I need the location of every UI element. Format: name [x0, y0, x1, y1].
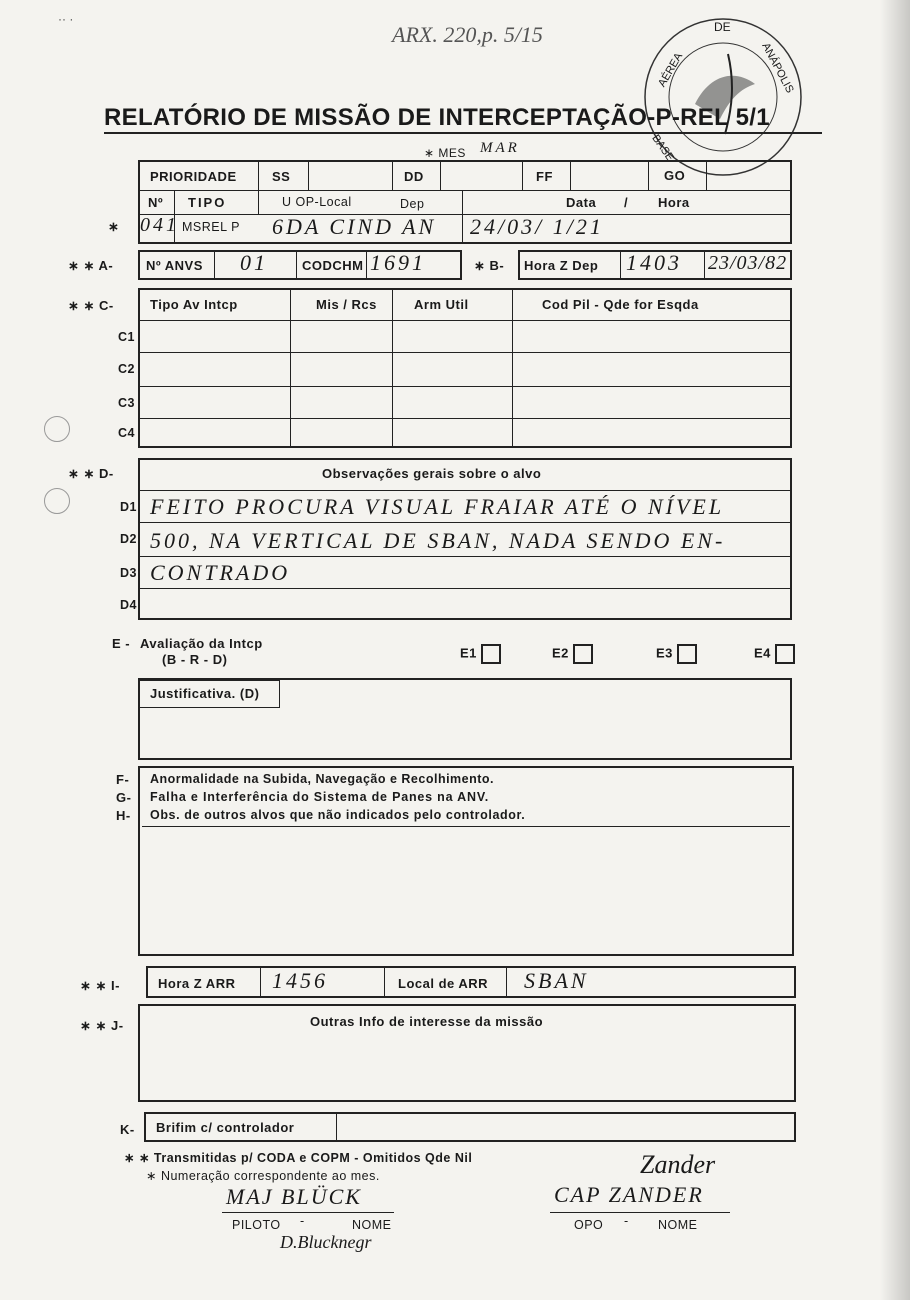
row-label-d4: D4 — [120, 598, 137, 612]
opo-name-handwritten: CAP ZANDER — [554, 1182, 704, 1207]
section-f-marker: F- — [116, 772, 130, 787]
c-header-arm: Arm Util — [414, 297, 469, 312]
header-vline — [648, 160, 649, 190]
opo-signature-line — [550, 1212, 730, 1213]
header-row-divider-2 — [138, 214, 792, 215]
punch-hole-mark — [44, 416, 70, 442]
title-underline — [104, 132, 822, 134]
section-i-marker: ∗ ∗ I- — [80, 978, 120, 993]
header-vline — [570, 160, 571, 190]
tipo-label: TIPO — [188, 195, 227, 210]
header-vline — [258, 160, 259, 214]
section-i-vline — [384, 966, 385, 998]
section-b-vline — [704, 250, 705, 280]
header-vline — [440, 160, 441, 190]
row-label-c1: C1 — [118, 330, 135, 344]
e3-option[interactable] — [656, 644, 697, 664]
section-e-marker: E - — [112, 636, 131, 651]
c-header-tipo: Tipo Av Intcp — [150, 297, 238, 312]
footnote-1: ∗ ∗ Transmitidas p/ CODA e COPM - Omitidos Qde Nil — [124, 1151, 473, 1165]
mission-number-value: 041 — [140, 214, 179, 236]
section-d-hline — [138, 522, 792, 523]
dep-label: Dep — [400, 197, 425, 211]
e4-checkbox[interactable] — [775, 644, 795, 664]
header-vline — [462, 190, 463, 244]
hora-label: Hora — [658, 195, 690, 210]
section-c-hline — [138, 320, 792, 321]
section-k-vline — [336, 1112, 337, 1142]
data-label: Data — [566, 195, 597, 210]
section-d-hline — [138, 588, 792, 589]
ff-label: FF — [536, 169, 553, 184]
local-arr-value: SBAN — [524, 968, 589, 993]
stamp-text-top: DE — [714, 20, 731, 34]
dd-label: DD — [404, 169, 424, 184]
piloto-signature-line — [222, 1212, 394, 1213]
nanvs-label: Nº ANVS — [146, 258, 203, 273]
hora-z-dep-value: 1403 — [626, 250, 682, 275]
d2-handwritten-text: 500, NA VERTICAL DE SBAN, NADA SENDO EN- — [150, 528, 726, 553]
page-title: RELATÓRIO DE MISSÃO DE INTERCEPTAÇÃO-P-REL 5/1 — [104, 104, 770, 131]
hora-z-arr-label: Hora Z ARR — [158, 976, 236, 991]
section-a-vline — [296, 250, 297, 280]
row-label-d2: D2 — [120, 532, 137, 546]
row-label-d3: D3 — [120, 566, 137, 580]
nanvs-value: 01 — [240, 250, 268, 275]
row-label-c4: C4 — [118, 426, 135, 440]
header-vline — [392, 160, 393, 190]
justificativa-label: Justificativa. (D) — [150, 686, 260, 701]
piloto-dash: - — [300, 1214, 305, 1228]
piloto-nome-label: NOME — [352, 1218, 392, 1232]
stamp-text-right: ANÁPOLIS — [759, 40, 796, 96]
uop-local-value: 6DA CIND AN — [272, 214, 437, 239]
header-vline — [308, 160, 309, 190]
e1-label: E1 — [460, 645, 477, 661]
section-h-marker: H- — [116, 808, 131, 823]
header-vline — [706, 160, 707, 190]
c-header-cod: Cod Pil - Qde for Esqda — [542, 297, 699, 312]
hora-z-arr-value: 1456 — [272, 968, 328, 993]
d1-handwritten-text: FEITO PROCURA VISUAL FRAIAR ATÉ O NÍVEL — [150, 494, 725, 519]
archive-reference-note: ARX. 220,p. 5/15 — [392, 22, 543, 47]
section-a-vline — [366, 250, 367, 280]
section-c-vline — [290, 288, 291, 448]
section-k-marker: K- — [120, 1122, 135, 1137]
data-hora-separator: / — [624, 195, 629, 210]
d-heading: Observações gerais sobre o alvo — [322, 466, 542, 481]
section-c-vline — [512, 288, 513, 448]
section-d-hline — [138, 556, 792, 557]
section-j-marker: ∗ ∗ J- — [80, 1018, 124, 1033]
mes-label: ∗ MES — [424, 146, 466, 160]
section-c-hline — [138, 386, 792, 387]
brifim-label: Brifim c/ controlador — [156, 1120, 295, 1135]
section-a-marker: ∗ ∗ A- — [68, 258, 114, 273]
codchm-label: CODCHM — [302, 258, 364, 273]
section-c-table — [138, 288, 792, 448]
e3-checkbox[interactable] — [677, 644, 697, 664]
e-scale: (B - R - D) — [162, 652, 228, 667]
opo-nome-label: NOME — [658, 1218, 698, 1232]
section-b-marker: ∗ B- — [474, 258, 505, 273]
row-label-c2: C2 — [118, 362, 135, 376]
section-b-vline — [620, 250, 621, 280]
opo-label: OPO — [574, 1218, 604, 1232]
e1-option[interactable] — [460, 644, 501, 664]
section-c-hline — [138, 418, 792, 419]
uop-local-label: U OP-Local — [282, 195, 352, 209]
row-label-c3: C3 — [118, 396, 135, 410]
piloto-name-handwritten: MAJ BLÜCK — [226, 1184, 362, 1209]
corner-specks: ·· · — [58, 12, 74, 26]
opo-signature: Zander — [640, 1150, 716, 1179]
header-vline — [522, 160, 523, 190]
section-c-marker: ∗ ∗ C- — [68, 298, 114, 313]
local-arr-label: Local de ARR — [398, 976, 489, 991]
hora-z-dep-label: Hora Z Dep — [524, 258, 599, 273]
section-c-vline — [392, 288, 393, 448]
piloto-signature: D.Blucknegr — [280, 1232, 372, 1252]
e-label: Avaliação da Intcp — [140, 636, 263, 651]
e2-option[interactable] — [552, 644, 593, 664]
section-i-vline — [506, 966, 507, 998]
msrel-label: MSREL P — [182, 220, 240, 234]
scan-edge-shadow — [880, 0, 910, 1300]
data-hora-value: 24/03/ 1/21 — [470, 214, 604, 239]
j-heading: Outras Info de interesse da missão — [310, 1014, 544, 1029]
opo-dash: - — [624, 1214, 629, 1228]
header-row-divider-1 — [138, 190, 792, 191]
e3-label: E3 — [656, 645, 673, 661]
section-c-hline — [138, 352, 792, 353]
departure-date-value: 23/03/82 — [708, 252, 788, 274]
e4-label: E4 — [754, 645, 771, 661]
section-d-hline — [138, 490, 792, 491]
f-text: Anormalidade na Subida, Navegação e Recolhimento. — [150, 772, 495, 786]
ss-label: SS — [272, 169, 291, 184]
c-header-mis: Mis / Rcs — [316, 297, 377, 312]
section-d-marker: ∗ ∗ D- — [68, 466, 114, 481]
e2-label: E2 — [552, 645, 569, 661]
fgh-hline — [142, 826, 790, 827]
section-g-marker: G- — [116, 790, 132, 805]
punch-hole-mark — [44, 488, 70, 514]
e2-checkbox[interactable] — [573, 644, 593, 664]
stamp-text-left: AÉREA — [656, 50, 686, 90]
mes-value: MAR — [480, 140, 520, 156]
codchm-value: 1691 — [370, 250, 426, 275]
g-text: Falha e Interferência do Sistema de Panes na ANV. — [150, 790, 490, 804]
no-label: Nº — [148, 195, 164, 210]
row3-star: ∗ — [108, 219, 120, 234]
footnote-2: ∗ Numeração correspondente ao mes. — [146, 1169, 380, 1183]
d3-handwritten-text: CONTRADO — [150, 560, 291, 585]
h-text: Obs. de outros alvos que não indicados pelo controlador. — [150, 808, 526, 822]
e1-checkbox[interactable] — [481, 644, 501, 664]
piloto-label: PILOTO — [232, 1218, 281, 1232]
stamp-text-bottom: BASE — [649, 132, 677, 164]
go-label: GO — [664, 168, 686, 183]
row-label-d1: D1 — [120, 500, 137, 514]
e4-option[interactable] — [754, 644, 795, 664]
section-i-vline — [260, 966, 261, 998]
base-aerea-stamp — [640, 14, 806, 180]
section-a-vline — [214, 250, 215, 280]
priority-label: PRIORIDADE — [150, 169, 237, 184]
